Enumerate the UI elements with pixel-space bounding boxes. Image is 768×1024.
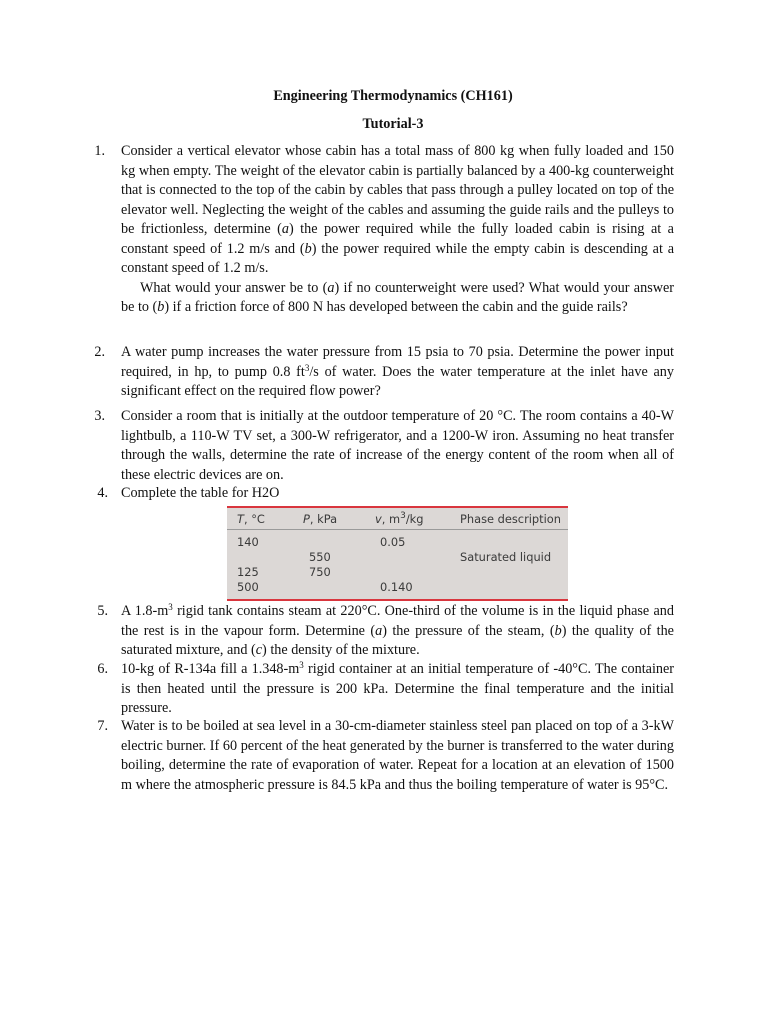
question-number: 4.: [97, 485, 108, 501]
cell-phase-row2: Saturated liquid: [460, 550, 552, 564]
header-specific-volume: v, $m^3/kg$: [375, 511, 424, 526]
cell-T-row3: 125: [237, 565, 259, 579]
header-pressure: P, kPa: [303, 512, 338, 526]
cell-v-row4: 0.140: [380, 580, 413, 594]
question-number: 1.: [94, 143, 105, 159]
cell-T-row4: 500: [237, 580, 259, 594]
question-text: Consider a vertical elevator whose cabin has a total mass of 800 kg when fully loaded and 150 kg when empty. The weight of the elevator cabin is partially balanced by a 400-kg counterweight that is connected to the top of the cabin by cables that pass through a pulley located on top of the elevator well. Neglecting the weight of the cables and assuming the guide rails and the pulleys to be frictionless, determine (a) the power required while the fully loaded cabin is rising at a constant speed of 1.2 m/s and (b) the power required while the empty cabin is descending at a constant speed of 1.2 m/s. What would your answer be to (a) if no counterweight were used? What would your answer be to (b) if a friction force of 800 N has developed between the cabin and the guide rails?: [121, 143, 675, 315]
question-number: 5.: [97, 603, 108, 619]
question-text: A $1.8-m^3$ rigid tank contains steam at 220°C. One-third of the volume is in the liquid phase and the rest is in the vapour form. Determine (a) the pressure of the steam, (b) the quality of the saturated mixture, and (c) the density of the mixture.: [121, 602, 674, 658]
h2o-property-table: [227, 506, 568, 601]
question-text: 10-kg of R-134a fill a $1.348-m^3$ rigid container at an initial temperature of -40°C. The container is then heated until the pressure is 200 kPa. Determine the final temperature and the initial pressure.: [121, 660, 674, 716]
tutorial-title: Tutorial-3: [362, 116, 424, 132]
question-number: 2.: [94, 344, 105, 360]
course-title: Engineering Thermodynamics (CH161): [273, 88, 513, 104]
cell-v-row1: 0.05: [380, 535, 406, 549]
question-text: Complete the table for H2O: [121, 485, 280, 501]
question-number: 3.: [94, 408, 105, 424]
header-temperature: T, °C: [237, 512, 265, 526]
question-text: Water is to be boiled at sea level in a 30-cm-diameter stainless steel pan placed on top of a 3-kW electric burner. If 60 percent of the heat generated by the burner is transferred to the water during boiling, determine the rate of evaporation of water. Repeat for a location at an elevation of 1500 m where the atmospheric pressure is 84.5 kPa and thus the boiling temperature of water is 95°C.: [121, 718, 674, 793]
question-text: A water pump increases the water pressure from 15 psia to 70 psia. Determine the power input required, in hp, to pump 0.8 $ft^3/s$ of water. Does the water temperature at the inlet have any significant effect on the required flow power?: [121, 344, 674, 399]
question-number: 7.: [97, 718, 108, 734]
question-number: 6.: [97, 661, 108, 677]
question-text: Consider a room that is initially at the outdoor temperature of 20 °C. The room contains a 40-W lightbulb, a 110-W TV set, a 300-W refrigerator, and a 1200-W iron. Assuming no heat transfer through the walls, determine the rate of increase of the energy content of the room when all of these electric devices are on.: [121, 408, 674, 483]
cell-P-row2: 550: [309, 550, 331, 564]
cell-P-row3: 750: [309, 565, 331, 579]
header-phase-description: Phase description: [460, 512, 561, 526]
cell-T-row1: 140: [237, 535, 259, 549]
